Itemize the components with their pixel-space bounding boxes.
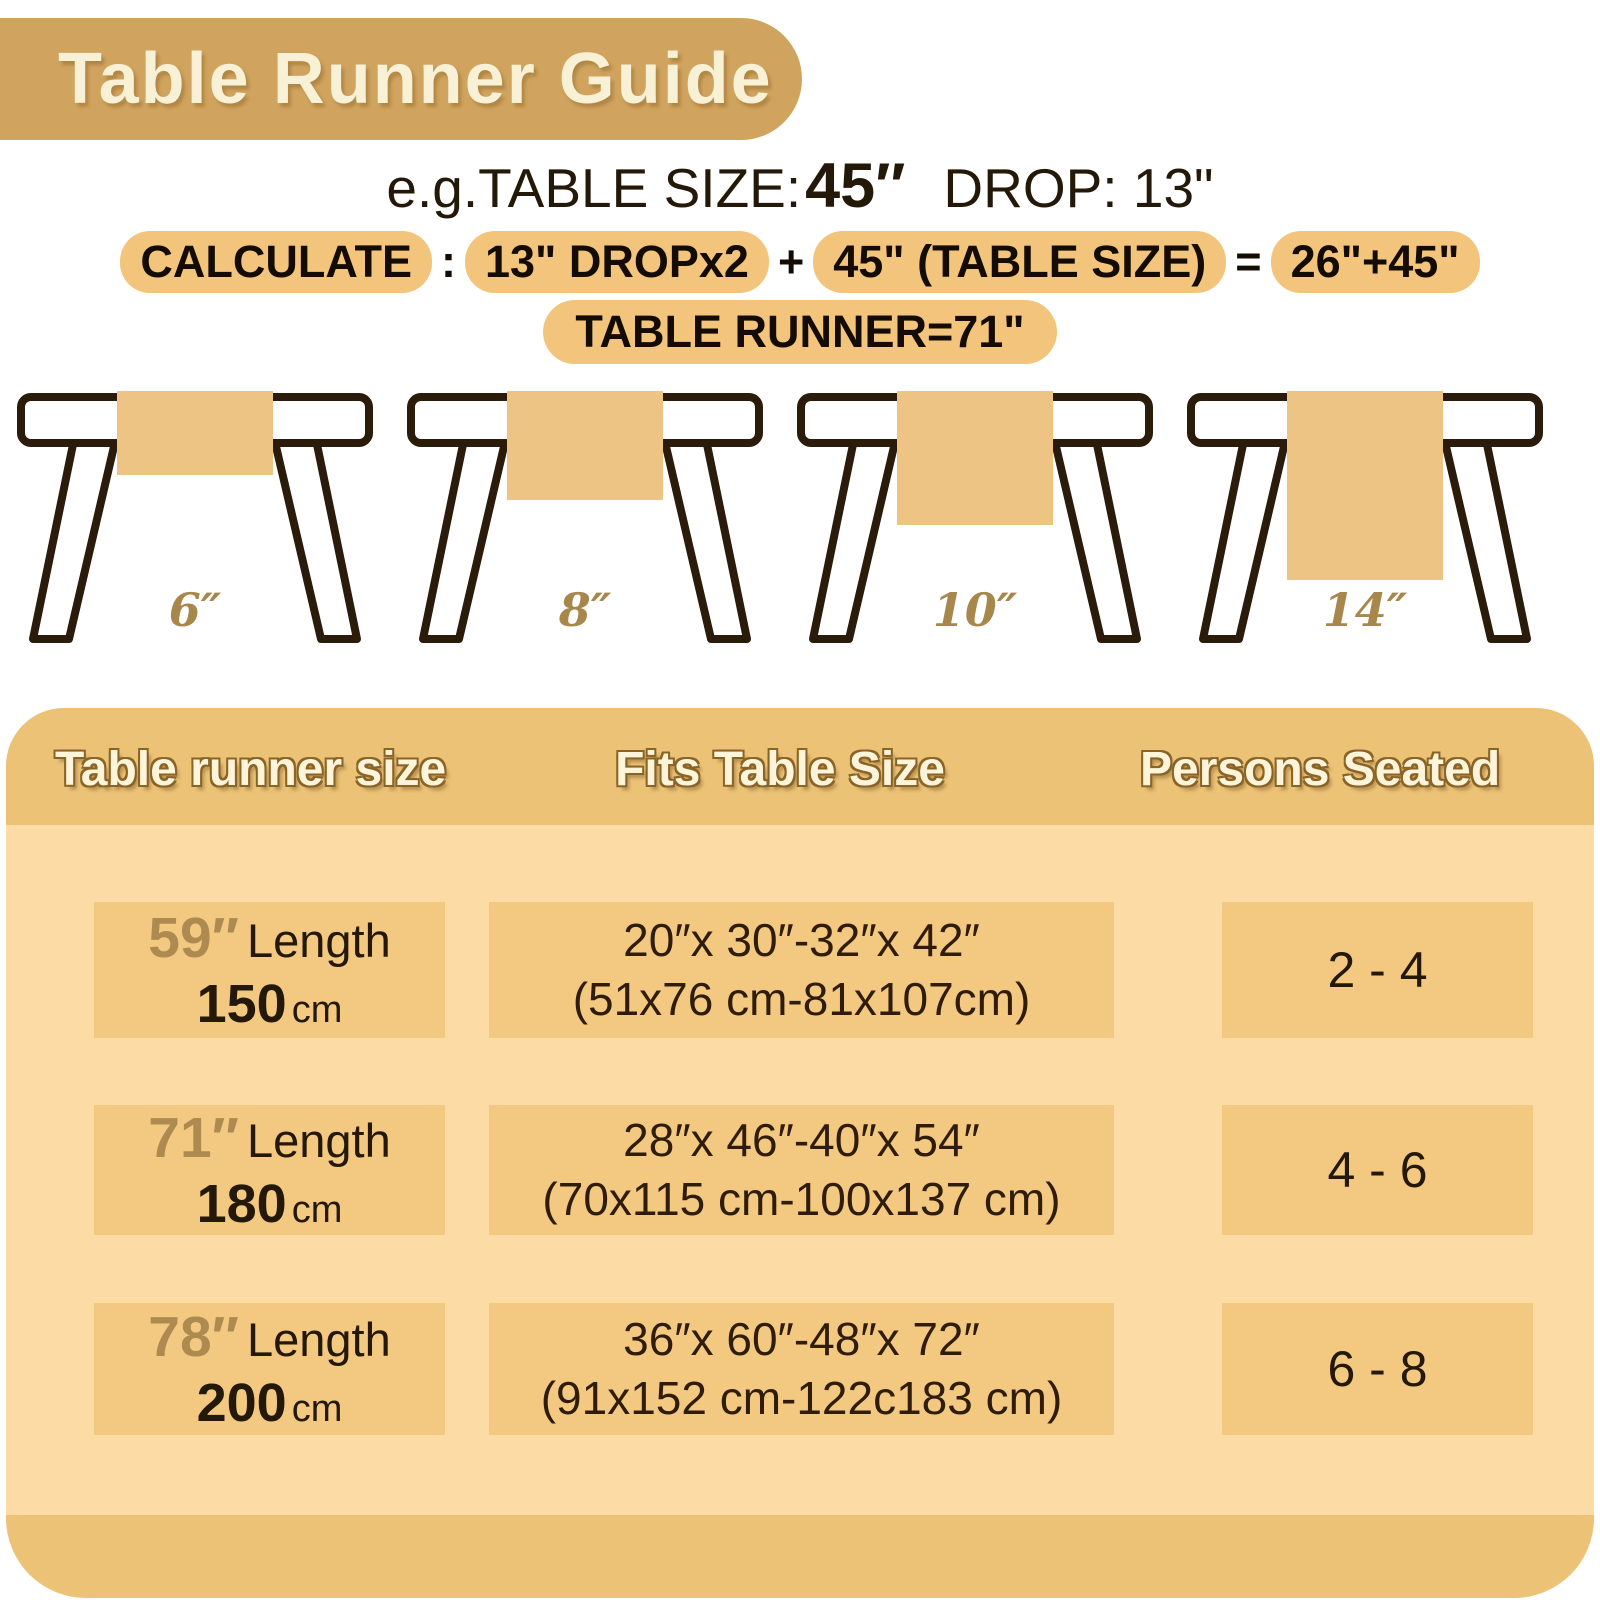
persons-count: 4 - 6	[1327, 1142, 1428, 1198]
column-header-persons: Persons Seated	[1140, 743, 1501, 796]
table-diagram-6in-drop	[15, 385, 375, 657]
runner-length-inches: 71″	[148, 1106, 239, 1170]
runner-length-inches: 78″	[148, 1305, 239, 1369]
cm-unit: cm	[291, 1189, 343, 1231]
example-drop: DROP: 13"	[943, 157, 1214, 219]
runner-length-cm: 200	[196, 1373, 287, 1433]
page-title: Table Runner Guide	[58, 39, 773, 119]
table-size-pill: 45" (TABLE SIZE)	[813, 231, 1226, 293]
size-chart-card	[6, 708, 1594, 1598]
calculation-line	[0, 231, 1600, 293]
runner-total-pill: TABLE RUNNER=71"	[543, 300, 1056, 364]
colon-separator: :	[441, 236, 456, 287]
plus-separator: +	[777, 236, 805, 287]
drop-length-label: 14″	[1322, 583, 1408, 637]
drop-pill: 13" DROPx2	[465, 231, 769, 293]
fits-size-inches: 36″x 60″-48″x 72″	[623, 1313, 980, 1365]
example-line	[0, 150, 1600, 221]
column-header-runner-size: Table runner size	[55, 743, 447, 796]
runner-swatch	[117, 391, 273, 475]
table-diagram-14in-drop	[1185, 385, 1545, 657]
cm-unit: cm	[291, 989, 343, 1031]
fits-size-cm: (70x115 cm-100x137 cm)	[542, 1173, 1061, 1225]
fits-table-size-cell	[489, 1303, 1114, 1435]
runner-length-cm: 180	[196, 1174, 287, 1234]
example-table-size: 45″	[805, 151, 906, 221]
runner-total-line	[0, 300, 1600, 364]
runner-swatch	[1287, 391, 1443, 580]
example-prefix: e.g.TABLE SIZE:	[386, 157, 802, 219]
runner-length-inches: 59″	[148, 906, 239, 970]
persons-seated-cell	[1222, 1303, 1533, 1435]
fits-table-size-cell	[489, 902, 1114, 1038]
runner-swatch	[507, 391, 663, 500]
column-header-fits-table: Fits Table Size	[615, 743, 945, 796]
runner-length-cm: 150	[196, 974, 287, 1034]
fits-size-cm: (91x152 cm-122c183 cm)	[540, 1372, 1063, 1424]
length-label: Length	[246, 1114, 391, 1167]
fits-size-inches: 20″x 30″-32″x 42″	[623, 914, 980, 966]
fits-table-size-cell	[489, 1105, 1114, 1235]
cm-unit: cm	[291, 1388, 343, 1430]
fits-size-cm: (51x76 cm-81x107cm)	[572, 973, 1031, 1025]
runner-size-cell	[94, 902, 445, 1038]
persons-seated-cell	[1222, 1105, 1533, 1235]
persons-count: 6 - 8	[1327, 1341, 1428, 1397]
fits-size-inches: 28″x 46″-40″x 54″	[623, 1114, 980, 1166]
length-label: Length	[246, 914, 391, 967]
drop-length-label: 6″	[168, 583, 222, 637]
equals-separator: =	[1235, 236, 1262, 287]
table-diagram-8in-drop	[405, 385, 765, 657]
drop-length-label: 8″	[558, 583, 612, 637]
table-diagram-10in-drop	[795, 385, 1155, 657]
runner-size-cell	[94, 1303, 445, 1435]
result-pill: 26"+45"	[1271, 231, 1480, 293]
persons-count: 2 - 4	[1327, 942, 1428, 998]
persons-seated-cell	[1222, 902, 1533, 1038]
title-banner	[0, 18, 802, 140]
runner-size-cell	[94, 1105, 445, 1235]
calculate-pill: CALCULATE	[120, 231, 432, 293]
length-label: Length	[246, 1313, 391, 1366]
drop-length-label: 10″	[932, 583, 1018, 637]
runner-swatch	[897, 391, 1053, 525]
